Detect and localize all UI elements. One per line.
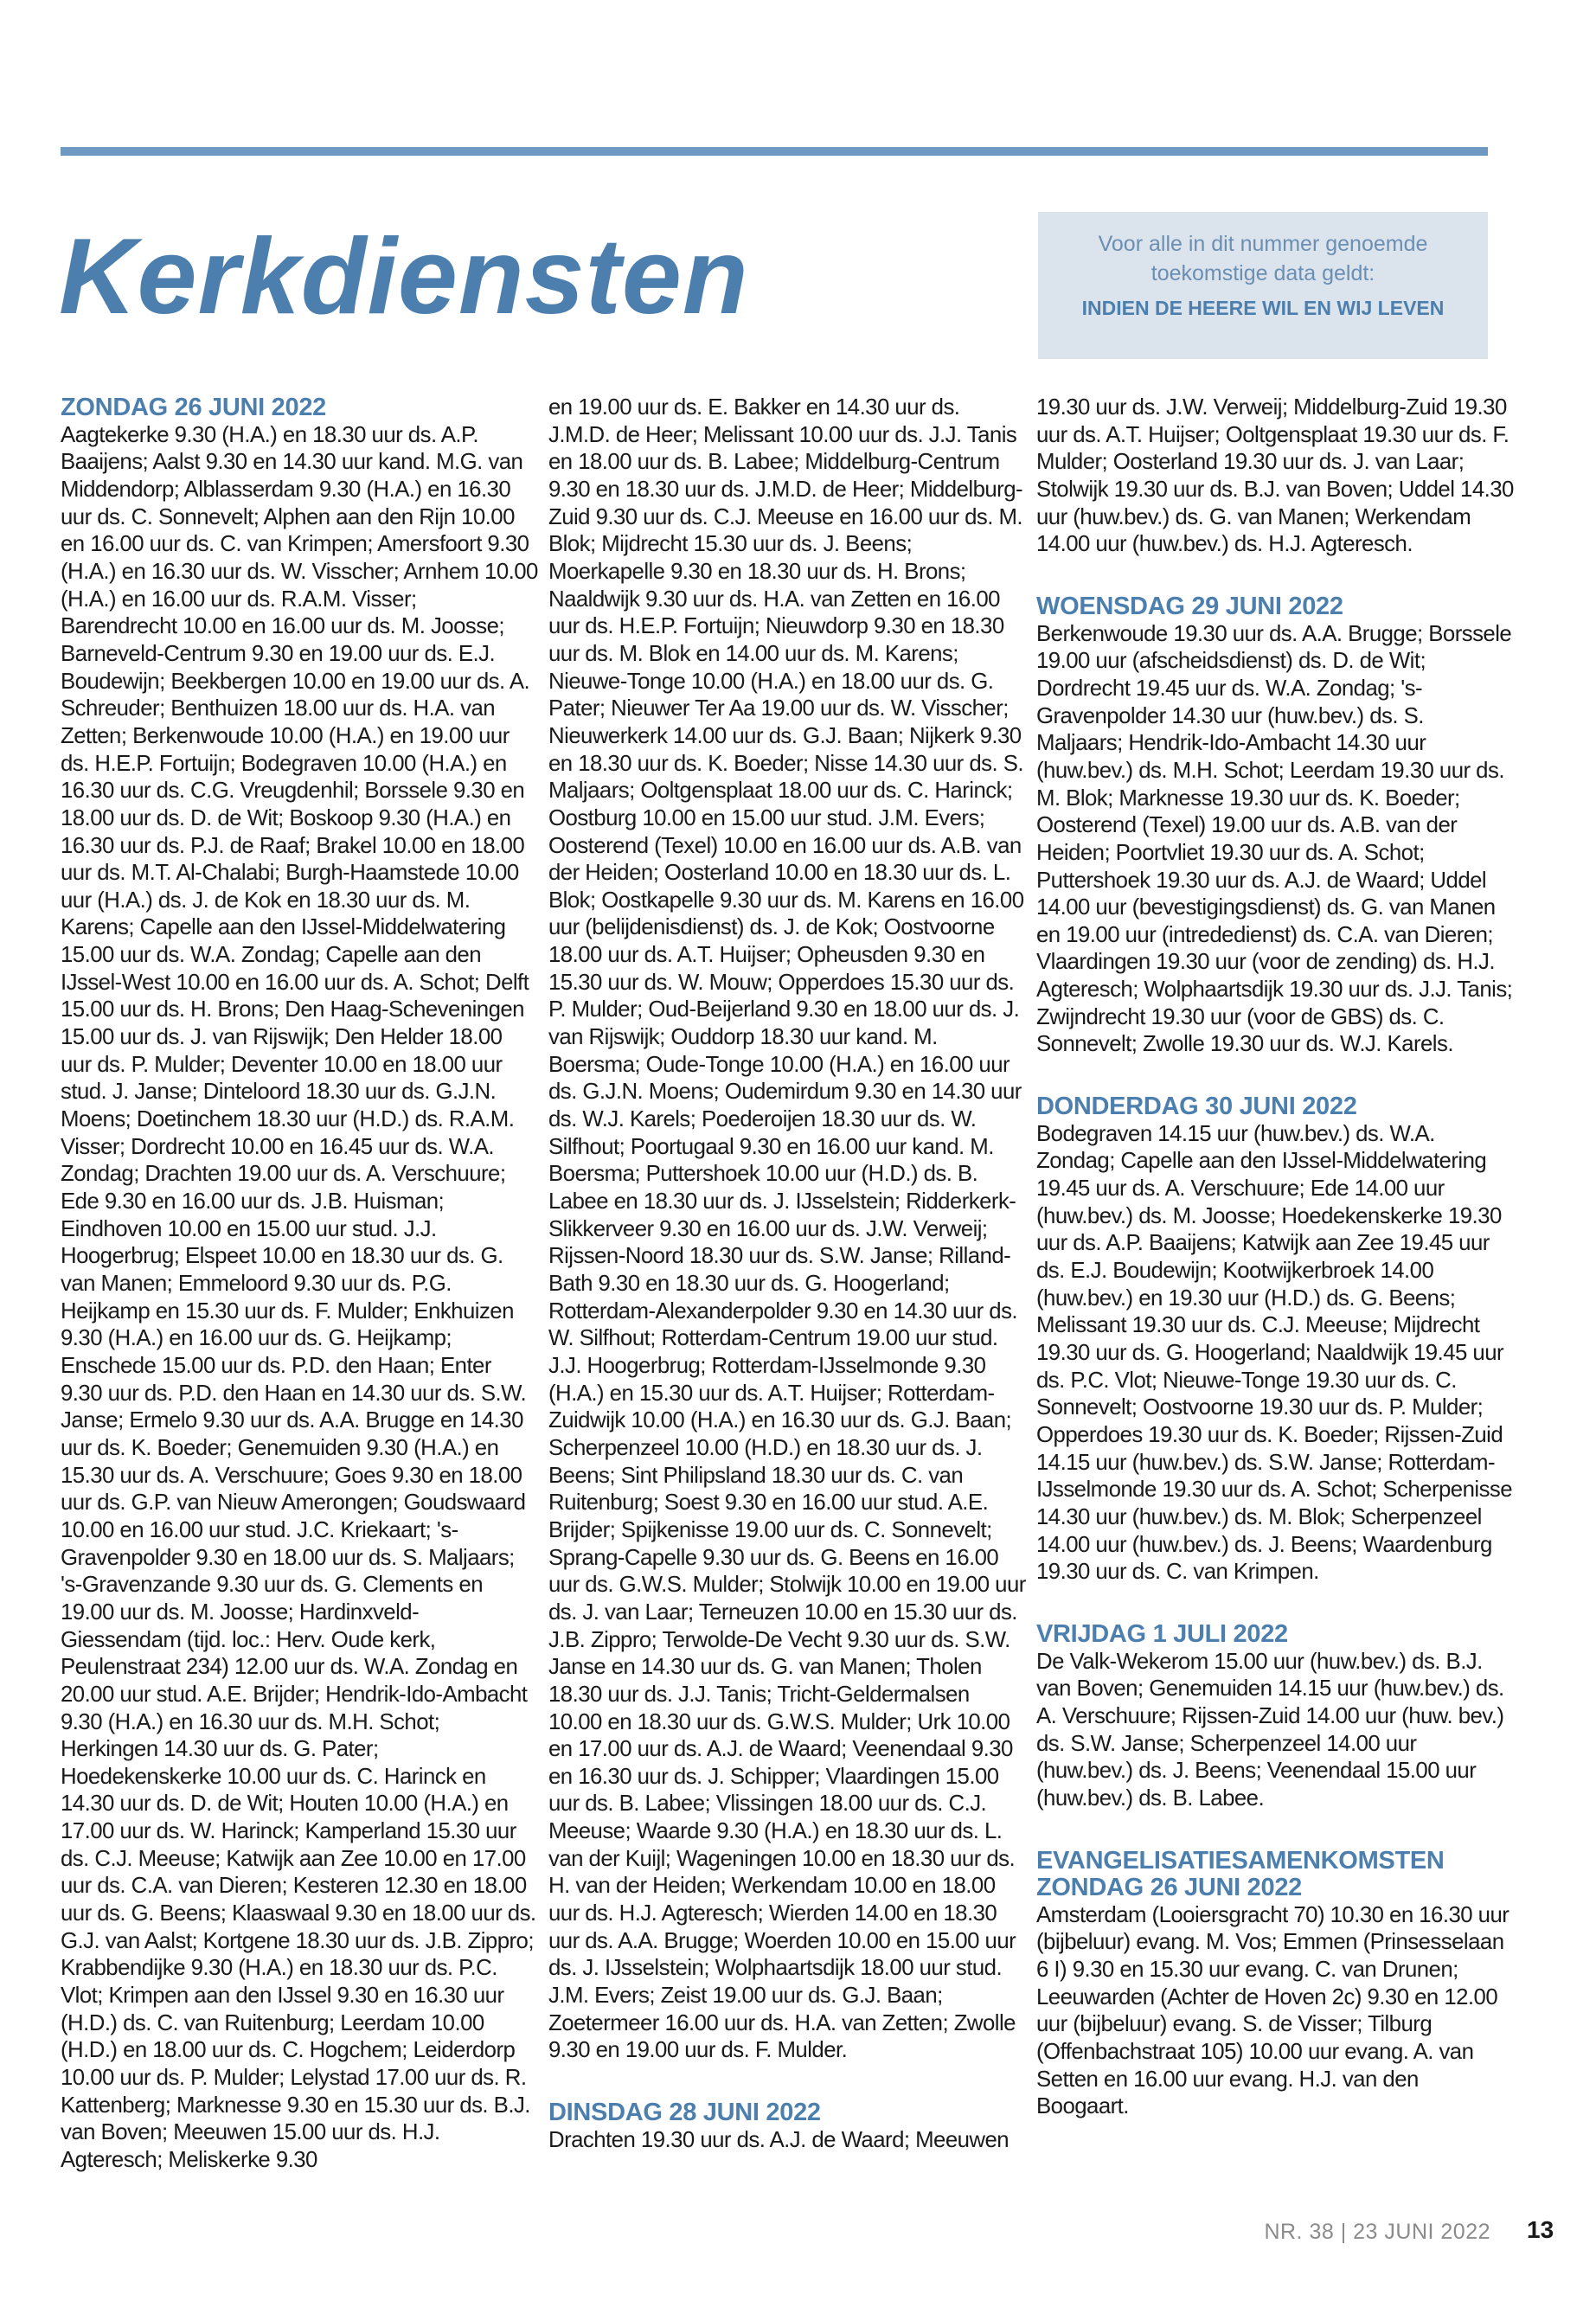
heading-friday: VRIJDAG 1 JULI 2022 <box>1036 1619 1288 1648</box>
evangelisation-meetings: Amsterdam (Looiersgracht 70) 10.30 en 16.30 uur (bijbeluur) evang. M. Vos; Emmen (Prinsesselaan 6 I) 9.30 en 15.30 uur evang. C. van Drunen; Leeuwarden (Achter de Hoven 2c) 9.30 en 12.00 uur (bijbeluur) evang. S. de Visser; Tilburg (Offenbachstraat 105) 10.00 uur evang. A. van Setten en 16.00 uur evang. H.J. van den Boogaart. <box>1036 1902 1509 2119</box>
notice-line-2: toekomstige data geldt: <box>1151 261 1375 285</box>
wednesday-services: Berkenwoude 19.30 uur ds. A.A. Brugge; Borssele 19.00 uur (afscheidsdienst) ds. D. de Wit; Dordrecht 19.45 uur ds. W.A. Zondag; 's-Gravenpolder 14.30 uur (huw.bev.) ds. S. Maljaars; Hendrik-Ido-Ambacht 14.30 uur (huw.bev.) ds. M.H. Schot; Leerdam 19.30 uur ds. M. Blok; Marknesse 19.30 uur ds. K. Boeder; Oosterend (Texel) 19.00 uur ds. A.B. van der Heiden; Poortvliet 19.30 uur ds. A. Schot; Puttershoek 19.30 uur ds. A.J. de Waard; Uddel 14.00 uur (bevestigingsdienst) ds. G. van Manen en 19.00 uur (intrededienst) ds. C.A. van Dieren; Vlaardingen 19.30 uur (voor de zending) ds. H.J. Agteresch; Wolphaartsdijk 19.30 uur ds. J.J. Tanis; Zwijndrecht 19.30 uur (voor de GBS) ds. C. Sonnevelt; Zwolle 19.30 uur ds. W.J. Karels. <box>1036 621 1513 1057</box>
column-3 <box>1036 394 1514 2121</box>
tuesday-services: Drachten 19.30 uur ds. A.J. de Waard; Meeuwen <box>548 2127 1010 2152</box>
heading-evangelisation-date: ZONDAG 26 JUNI 2022 <box>1036 1874 1302 1902</box>
notice-emphasis: INDIEN DE HEERE WIL EN WIJ LEVEN <box>1081 297 1445 319</box>
heading-evangelisation: EVANGELISATIESAMENKOMSTEN <box>1036 1846 1445 1875</box>
top-rule <box>61 147 1488 156</box>
issue-footer: NR. 38 | 23 JUNI 2022 <box>1264 2220 1490 2244</box>
friday-services: De Valk-Wekerom 15.00 uur (huw.bev.) ds. B.J. van Boven; Genemuiden 14.15 uur (huw.bev.) ds. A. Verschuure; Rijssen-Zuid 14.00 uur (huw. bev.) ds. S.W. Janse; Scherpenzeel 14.00 uur (huw.bev.) ds. J. Beens; Veenendaal 15.00 uur (huw.bev.) ds. B. Labee. <box>1036 1649 1504 1811</box>
heading-thursday: DONDERDAG 30 JUNI 2022 <box>1036 1093 1357 1121</box>
heading-sunday: ZONDAG 26 JUNI 2022 <box>61 394 326 421</box>
heading-tuesday: DINSDAG 28 JUNI 2022 <box>548 2099 821 2127</box>
sunday-services: Aagtekerke 9.30 (H.A.) en 18.30 uur ds. A.P. Baaijens; Aalst 9.30 en 14.30 uur kand. M.G. van Middendorp; Alblasserdam 9.30 (H.A.) en 16.30 uur ds. C. Sonnevelt; Alphen aan den Rijn 10.00 en 16.00 uur ds. C. van Krimpen; Amersfoort 9.30 (H.A.) en 16.30 uur ds. W. Visscher; Arnhem 10.00 (H.A.) en 16.00 uur ds. R.A.M. Visser; Barendrecht 10.00 en 16.00 uur ds. M. Joosse; Barneveld-Centrum 9.30 en 19.00 uur ds. E.J. Boudewijn; Beekbergen 10.00 en 19.00 uur ds. A. Schreuder; Benthuizen 18.00 uur ds. H.A. van Zetten; Berkenwoude 10.00 (H.A.) en 19.00 uur ds. H.E.P. Fortuijn; Bodegraven 10.00 (H.A.) en 16.30 uur ds. C.G. Vreugdenhil; Borssele 9.30 en 18.00 uur ds. D. de Wit; Boskoop 9.30 (H.A.) en 16.30 uur ds. P.J. de Raaf; Brakel 10.00 en 18.00 uur ds. M.T. Al-Chalabi; Burgh-Haamstede 10.00 uur (H.A.) ds. J. de Kok en 18.30 uur ds. M. Karens; Capelle aan den IJssel-Middelwatering 15.00 uur ds. W.A. Zondag; Capelle aan den IJssel-West 10.00 en 16.00 uur ds. A. Schot; Delft 15.00 uur ds. H. Brons; Den Haag-Scheveningen 15.00 uur ds. J. van Rijswijk; Den Helder 18.00 uur ds. P. Mulder; Deventer 10.00 en 18.00 uur stud. J. Janse; Dinteloord 18.30 uur ds. G.J.N. Moens; Doetinchem 18.30 uur (H.D.) ds. R.A.M. Visser; Dordrecht 10.00 en 16.45 uur ds. W.A. Zondag; Drachten 19.00 uur ds. A. Verschuure; Ede 9.30 en 16.00 uur ds. J.B. Huisman; Eindhoven 10.00 en 15.00 uur stud. J.J. Hoogerbrug; Elspeet 10.00 en 18.30 uur ds. G. van Manen; Emmeloord 9.30 uur ds. P.G. Heijkamp en 15.30 uur ds. F. Mulder; Enkhuizen 9.30 (H.A.) en 16.00 uur ds. G. Heijkamp; Enschede 15.00 uur ds. P.D. den Haan; Enter 9.30 uur ds. P.D. den Haan en 14.30 uur ds. S.W. Janse; Ermelo 9.30 uur ds. A.A. Brugge en 14.30 uur ds. K. Boeder; Genemuiden 9.30 (H.A.) en 15.30 uur ds. A. Verschuure; Goes 9.30 en 18.00 uur ds. G.P. van Nieuw Amerongen; Goudswaard 10.00 en 16.00 uur stud. J.C. Kriekaart; 's-Gravenpolder 9.30 en 18.00 uur ds. S. Maljaars; 's-Gravenzande 9.30 uur ds. G. Clements en 19.00 uur ds. M. Joosse; Hardinxveld-Giessendam (tijd. loc.: Herv. Oude kerk, Peulenstraat 234) 12.00 uur ds. W.A. Zondag en 20.00 uur stud. A.E. Brijder; Hendrik-Ido-Ambacht 9.30 (H.A.) en 16.30 uur ds. M.H. Schot; Herkingen 14.30 uur ds. G. Pater; Hoedekenskerke 10.00 uur ds. C. Harinck en 14.30 uur ds. D. de Wit; Houten 10.00 (H.A.) en 17.00 uur ds. W. Harinck; Kamperland 15.30 uur ds. C.J. Meeuse; Katwijk aan Zee 10.00 en 17.00 uur ds. C.A. van Dieren; Kesteren 12.30 en 18.00 uur ds. G. Beens; Klaaswaal 9.30 en 18.00 uur ds. G.J. van Aalst; Kortgene 18.30 uur ds. J.B. Zippro; Krabbendijke 9.30 (H.A.) en 18.30 uur ds. P.C. Vlot; Krimpen aan den IJssel 9.30 en 16.30 uur (H.D.) ds. C. van Ruitenburg; Leerdam 10.00 (H.D.) en 18.00 uur ds. C. Hogchem; Leiderdorp 10.00 uur ds. P. Mulder; Lelystad 17.00 uur ds. R. Kattenberg; Marknesse 9.30 en 15.30 uur ds. B.J. van Boven; Meeuwen 15.00 uur ds. H.J. Agteresch; Meliskerke 9.30 <box>61 422 538 2172</box>
column-1 <box>61 394 538 2175</box>
column-2 <box>548 394 1026 2154</box>
page-number: 13 <box>1527 2216 1554 2243</box>
notice-box <box>1038 212 1488 359</box>
notice-line-1: Voor alle in dit nummer genoemde <box>1098 232 1428 256</box>
heading-wednesday: WOENSDAG 29 JUNI 2022 <box>1036 592 1343 620</box>
sunday-services-continued: en 19.00 uur ds. E. Bakker en 14.30 uur ds. J.M.D. de Heer; Melissant 10.00 uur ds. J.J. Tanis en 18.00 uur ds. B. Labee; Middelburg-Centrum 9.30 en 18.30 uur ds. J.M.D. de Heer; Middelburg-Zuid 9.30 uur ds. C.J. Meeuse en 16.00 uur ds. M. Blok; Mijdrecht 15.30 uur ds. J. Beens; Moerkapelle 9.30 en 18.30 uur ds. H. Brons; Naaldwijk 9.30 uur ds. H.A. van Zetten en 16.00 uur ds. H.E.P. Fortuijn; Nieuwdorp 9.30 en 18.30 uur ds. M. Blok en 14.00 uur ds. M. Karens; Nieuwe-Tonge 10.00 (H.A.) en 18.00 uur ds. G. Pater; Nieuwer Ter Aa 19.00 uur ds. W. Visscher; Nieuwerkerk 14.00 uur ds. G.J. Baan; Nijkerk 9.30 en 18.30 uur ds. K. Boeder; Nisse 14.30 uur ds. S. Maljaars; Ooltgensplaat 18.00 uur ds. C. Harinck; Oostburg 10.00 en 15.00 uur stud. J.M. Evers; Oosterend (Texel) 10.00 en 16.00 uur ds. A.B. van der Heiden; Oosterland 10.00 en 18.30 uur ds. L. Blok; Oostkapelle 9.30 uur ds. M. Karens en 16.00 uur (belijdenisdienst) ds. J. de Kok; Oostvoorne 18.00 uur ds. A.T. Huijser; Opheusden 9.30 en 15.30 uur ds. W. Mouw; Opperdoes 15.30 uur ds. P. Mulder; Oud-Beijerland 9.30 en 18.00 uur ds. J. van Rijswijk; Ouddorp 18.30 uur kand. M. Boersma; Oude-Tonge 10.00 (H.A.) en 16.00 uur ds. G.J.N. Moens; Oudemirdum 9.30 en 14.30 uur ds. W.J. Karels; Poederoijen 18.30 uur ds. W. Silfhout; Poortugaal 9.30 en 16.00 uur kand. M. Boersma; Puttershoek 10.00 uur (H.D.) ds. B. Labee en 18.30 uur ds. J. IJsselstein; Ridderkerk-Slikkerveer 9.30 en 16.00 uur ds. J.W. Verweij; Rijssen-Noord 18.30 uur ds. S.W. Janse; Rilland-Bath 9.30 en 18.30 uur ds. G. Hoogerland; Rotterdam-Alexanderpolder 9.30 en 14.30 uur ds. W. Silfhout; Rotterdam-Centrum 19.00 uur stud. J.J. Hoogerbrug; Rotterdam-IJsselmonde 9.30 (H.A.) en 15.30 uur ds. A.T. Huijser; Rotterdam-Zuidwijk 10.00 (H.A.) en 16.30 uur ds. G.J. Baan; Scherpenzeel 10.00 (H.D.) en 18.30 uur ds. J. Beens; Sint Philipsland 18.30 uur ds. C. van Ruitenburg; Soest 9.30 en 16.00 uur stud. A.E. Brijder; Spijkenisse 19.00 uur ds. C. Sonnevelt; Sprang-Capelle 9.30 uur ds. G. Beens en 16.00 uur ds. G.W.S. Mulder; Stolwijk 10.00 en 19.00 uur ds. J. van Laar; Terneuzen 10.00 en 15.30 uur ds. J.B. Zippro; Terwolde-De Vecht 9.30 uur ds. S.W. Janse en 14.30 uur ds. G. van Manen; Tholen 18.30 uur ds. J.J. Tanis; Tricht-Geldermalsen 10.00 en 18.30 uur ds. G.W.S. Mulder; Urk 10.00 en 17.00 uur ds. A.J. de Waard; Veenendaal 9.30 en 16.30 uur ds. J. Schipper; Vlaardingen 15.00 uur ds. B. Labee; Vlissingen 18.00 uur ds. C.J. Meeuse; Waarde 9.30 (H.A.) en 18.30 uur ds. L. van der Kuijl; Wageningen 10.00 en 18.30 uur ds. H. van der Heiden; Werkendam 10.00 en 18.00 uur ds. H.J. Agteresch; Wierden 14.00 en 18.30 uur ds. A.A. Brugge; Woerden 10.00 en 15.00 uur ds. J. IJsselstein; Wolphaartsdijk 18.00 uur stud. J.M. Evers; Zeist 19.00 uur ds. G.J. Baan; Zoetermeer 16.00 uur ds. H.A. van Zetten; Zwolle 9.30 en 19.00 uur ds. F. Mulder. <box>548 395 1026 2063</box>
thursday-services: Bodegraven 14.15 uur (huw.bev.) ds. W.A. Zondag; Capelle aan den IJssel-Middelwatering 19.45 uur ds. A. Verschuure; Ede 14.00 uur (huw.bev.) ds. M. Joosse; Hoedekenskerke 19.30 uur ds. A.P. Baaijens; Katwijk aan Zee 19.45 uur ds. E.J. Boudewijn; Kootwijkerbroek 14.00 (huw.bev.) en 19.30 uur (H.D.) ds. G. Beens; Melissant 19.30 uur ds. C.J. Meeuse; Mijdrecht 19.30 uur ds. G. Hoogerland; Naaldwijk 19.45 uur ds. P.C. Vlot; Nieuwe-Tonge 19.30 uur ds. C. Sonnevelt; Oostvoorne 19.30 uur ds. P. Mulder; Opperdoes 19.30 uur ds. K. Boeder; Rijssen-Zuid 14.15 uur (huw.bev.) ds. S.W. Janse; Rotterdam-IJsselmonde 19.30 uur ds. A. Schot; Scherpenisse 14.30 uur (huw.bev.) ds. M. Blok; Scherpenzeel 14.00 uur (huw.bev.) ds. J. Beens; Waardenburg 19.30 uur ds. C. van Krimpen. <box>1036 1121 1513 1585</box>
tuesday-services-continued: 19.30 uur ds. J.W. Verweij; Middelburg-Zuid 19.30 uur ds. A.T. Huijser; Ooltgensplaat 19.30 uur ds. F. Mulder; Oosterland 19.30 uur ds. J. van Laar; Stolwijk 19.30 uur ds. B.J. van Boven; Uddel 14.30 uur (huw.bev.) ds. G. van Manen; Werkendam 14.00 uur (huw.bev.) ds. H.J. Agteresch. <box>1036 395 1514 557</box>
page-title: Kerkdiensten <box>59 217 749 336</box>
